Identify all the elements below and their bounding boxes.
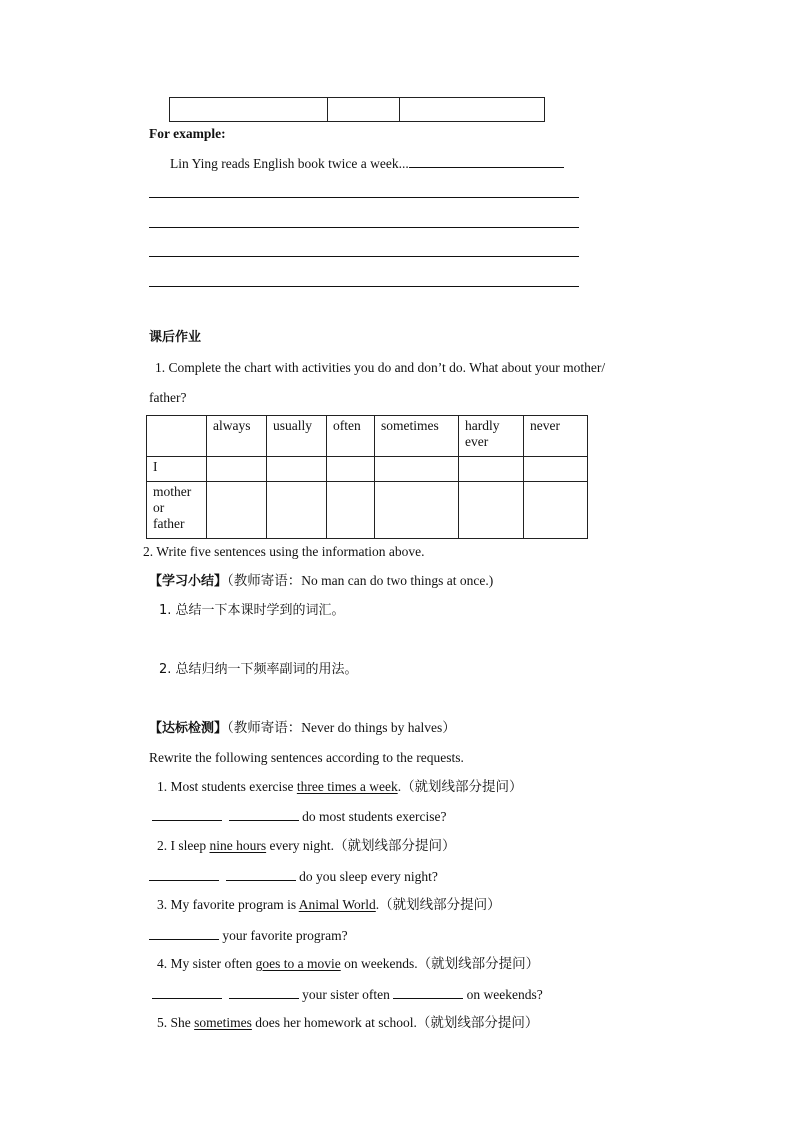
test-title: 【达标检测】 — [149, 721, 228, 736]
question-text: on weekends. — [340, 956, 418, 971]
question-text: every night. — [266, 838, 334, 853]
question-3 — [157, 897, 501, 913]
underlined-phrase: Animal World — [298, 897, 376, 912]
question-text: 2. I sleep — [157, 838, 210, 853]
question-2 — [157, 838, 455, 854]
underlined-phrase: sometimes — [194, 1015, 252, 1030]
writing-line[interactable] — [149, 197, 579, 198]
chart-cell[interactable] — [375, 482, 459, 539]
answer-text: on weekends? — [466, 987, 543, 1002]
answer-text: do most students exercise? — [302, 809, 447, 824]
chart-cell[interactable] — [267, 482, 327, 539]
top-table-fragment — [169, 97, 545, 122]
chart-row-label: I — [147, 457, 207, 482]
answer-blank[interactable] — [229, 986, 299, 999]
question-4 — [157, 956, 539, 972]
answer-blank[interactable] — [152, 808, 222, 821]
top-table-cell — [400, 98, 545, 122]
underlined-phrase: three times a week — [296, 779, 398, 794]
test-heading — [149, 720, 456, 737]
chart-cell[interactable] — [524, 482, 588, 539]
answer-blank[interactable] — [152, 986, 222, 999]
chart-cell[interactable] — [459, 482, 524, 539]
question-text: 1. Most students exercise — [157, 779, 297, 794]
answer-2 — [149, 868, 438, 885]
answer-1 — [152, 808, 446, 825]
summary-title: 【学习小结】 — [149, 574, 228, 589]
writing-line[interactable] — [149, 227, 579, 228]
chart-row — [147, 457, 588, 482]
answer-blank[interactable] — [409, 155, 564, 168]
chart-header-cell — [147, 416, 207, 457]
question-text: 4. My sister often — [157, 956, 256, 971]
answer-blank[interactable] — [226, 868, 296, 881]
answer-4 — [152, 986, 543, 1003]
question-5 — [157, 1015, 538, 1031]
answer-blank[interactable] — [149, 927, 219, 940]
test-motto: （教师寄语：Never do things by halves） — [227, 720, 456, 735]
frequency-chart — [146, 415, 588, 539]
chart-header-cell: usually — [267, 416, 327, 457]
answer-3 — [149, 927, 348, 944]
summary-heading — [149, 573, 493, 590]
chart-row-label: mother or father — [147, 482, 207, 539]
example-text: Lin Ying reads English book twice a week... — [170, 156, 409, 171]
question-text: does her homework at school. — [251, 1015, 417, 1030]
homework-item-1-cont: father? — [149, 390, 187, 405]
chart-header-row — [147, 416, 588, 457]
homework-item-2: 2. Write five sentences using the information above. — [143, 544, 425, 559]
chart-cell[interactable] — [327, 482, 375, 539]
homework-item-1: 1. Complete the chart with activities you do and don’t do. What about your mother/ — [155, 360, 606, 375]
underlined-phrase: goes to a movie — [255, 956, 341, 971]
chart-cell[interactable] — [524, 457, 588, 482]
answer-text: your sister often — [302, 987, 390, 1002]
answer-text: your favorite program? — [222, 928, 348, 943]
chart-cell[interactable] — [207, 482, 267, 539]
summary-item-1: 1. 总结一下本课时学到的词汇。 — [159, 603, 345, 618]
top-table-cell — [170, 98, 328, 122]
summary-item-2: 2. 总结归纳一下频率副词的用法。 — [159, 662, 358, 677]
question-tag: （就划线部分提问） — [401, 779, 523, 794]
homework-title: 课后作业 — [149, 330, 202, 345]
chart-header-cell: never — [524, 416, 588, 457]
chart-header-cell: sometimes — [375, 416, 459, 457]
question-1 — [157, 779, 523, 795]
question-tag: （就划线部分提问） — [416, 1015, 539, 1030]
question-text: . — [397, 779, 402, 794]
answer-blank[interactable] — [393, 986, 463, 999]
chart-cell[interactable] — [267, 457, 327, 482]
example-heading: For example: — [149, 126, 226, 141]
question-text: 3. My favorite program is — [157, 897, 299, 912]
question-tag: （就划线部分提问） — [333, 838, 456, 853]
answer-text: do you sleep every night? — [299, 869, 438, 884]
question-text: 5. She — [157, 1015, 195, 1030]
summary-motto: （教师寄语：No man can do two things at once.) — [227, 573, 494, 588]
chart-cell[interactable] — [327, 457, 375, 482]
writing-line[interactable] — [149, 286, 579, 287]
chart-cell[interactable] — [375, 457, 459, 482]
writing-line[interactable] — [149, 256, 579, 257]
chart-row — [147, 482, 588, 539]
question-tag: （就划线部分提问） — [379, 897, 501, 912]
chart-header-cell: always — [207, 416, 267, 457]
chart-cell[interactable] — [459, 457, 524, 482]
chart-header-cell: hardly ever — [459, 416, 524, 457]
question-text: . — [375, 897, 380, 912]
test-instruction: Rewrite the following sentences according to the requests. — [149, 750, 464, 765]
answer-blank[interactable] — [229, 808, 299, 821]
answer-blank[interactable] — [149, 868, 219, 881]
underlined-phrase: nine hours — [209, 838, 267, 853]
example-sentence — [170, 155, 564, 172]
top-table-cell — [328, 98, 400, 122]
question-tag: （就划线部分提问） — [417, 956, 540, 971]
chart-header-cell: often — [327, 416, 375, 457]
chart-cell[interactable] — [207, 457, 267, 482]
